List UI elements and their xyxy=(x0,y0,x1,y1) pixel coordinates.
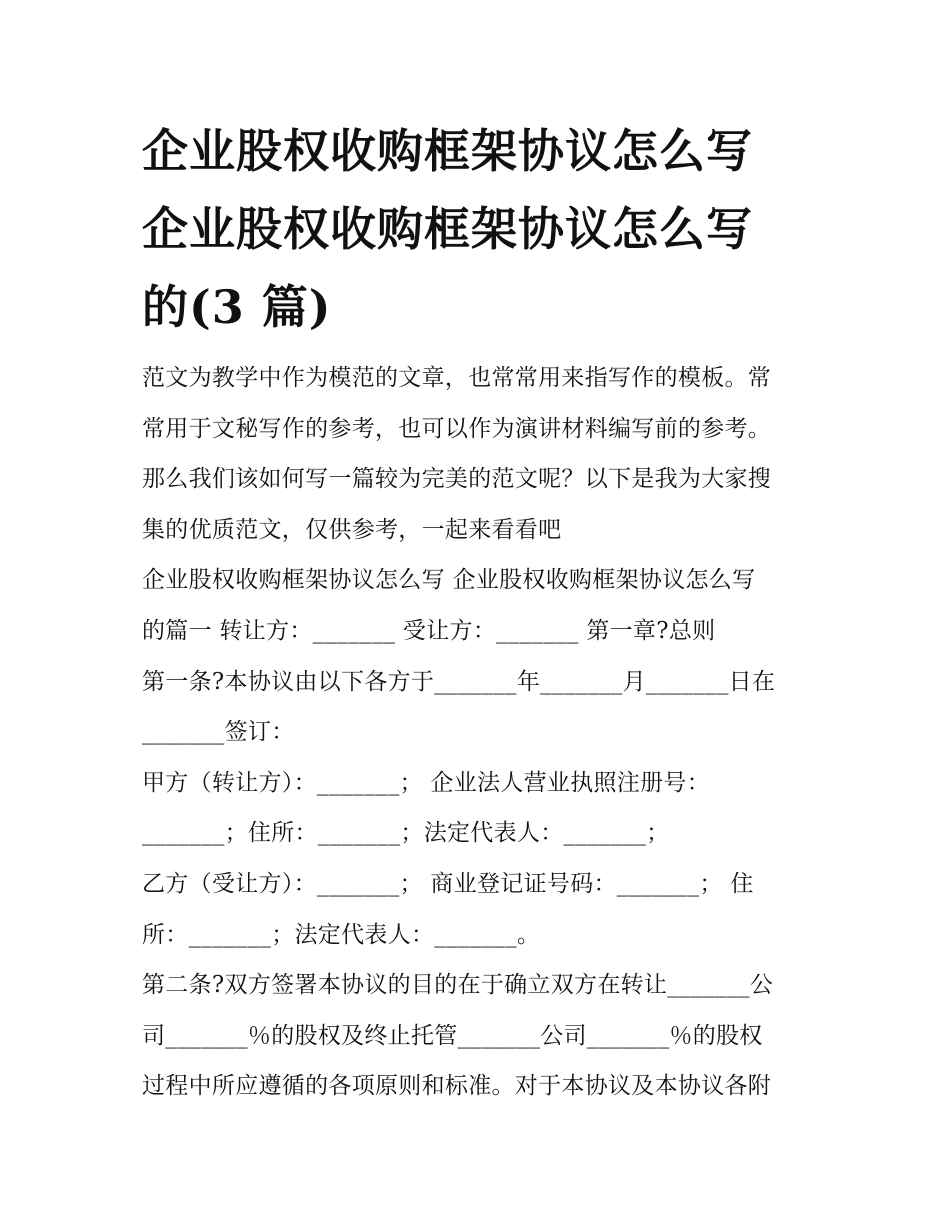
body-line-3: 那么我们该如何写一篇较为完美的范文呢？以下是我为大家搜 xyxy=(142,466,772,493)
body-line-4: 集的优质范文，仅供参考，一起来看看吧 xyxy=(142,516,562,543)
body-line-10: _______；住所：_______；法定代表人：_______； xyxy=(142,820,670,847)
document-title xyxy=(142,112,822,346)
body-line-14: 司_______％的股权及终止托管_______公司_______％的股权 xyxy=(142,1022,763,1049)
body-line-15: 过程中所应遵循的各项原则和标准。对于本协议及本协议各附 xyxy=(142,1073,772,1100)
body-line-6: 的篇一 转让方：_______ 受让方：_______ 第一章?总则 xyxy=(142,617,716,644)
document-body xyxy=(142,353,822,1112)
body-line-8: _______签订： xyxy=(142,719,295,746)
body-line-5: 企业股权收购框架协议怎么写 企业股权收购框架协议怎么写 xyxy=(142,567,756,594)
body-line-1: 范文为教学中作为模范的文章，也常常用来指写作的模板。常 xyxy=(142,365,772,391)
body-line-2: 常用于文秘写作的参考，也可以作为演讲材料编写前的参考。 xyxy=(142,415,772,442)
body-line-13: 第二条?双方签署本协议的目的在于确立双方在转让_______公 xyxy=(142,972,774,999)
body-line-12: 所：_______；法定代表人：_______。 xyxy=(142,921,541,948)
body-line-9: 甲方（转让方）：_______； 企业法人营业执照注册号： xyxy=(142,769,711,796)
title-line-3: 的(3 篇) xyxy=(142,280,332,334)
title-line-2: 企业股权收购框架协议怎么写 xyxy=(142,202,753,256)
title-line-1: 企业股权收购框架协议怎么写 xyxy=(142,124,753,178)
body-line-11: 乙方（受让方）：_______； 商业登记证号码：_______； 住 xyxy=(142,870,754,897)
body-line-7: 第一条?本协议由以下各方于_______年_______月_______日在 xyxy=(142,668,776,695)
